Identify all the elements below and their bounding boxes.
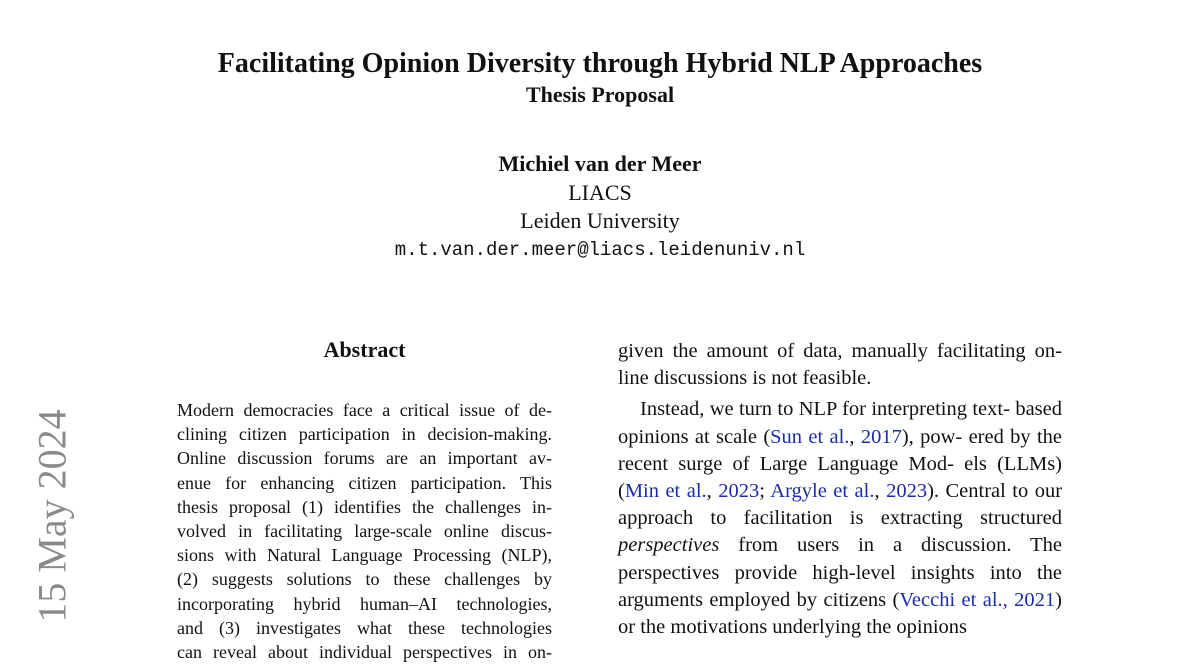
citation-link-sun[interactable]: Sun et al. bbox=[770, 425, 850, 448]
citation-link-argyle[interactable]: Argyle et al. bbox=[770, 480, 875, 503]
body-text: the arguments employed by citizens ( bbox=[618, 561, 1063, 611]
body-text: , bbox=[849, 425, 861, 448]
abstract-column bbox=[177, 336, 552, 664]
author-name: Michiel van der Meer bbox=[498, 151, 702, 176]
body-line: line discussions is not feasible. bbox=[618, 367, 872, 390]
emphasis-perspectives: perspectives bbox=[618, 534, 720, 557]
abstract-line: incorporating hybrid human–AI technologies, bbox=[177, 593, 552, 614]
body-text: els (LLMs) ( bbox=[618, 452, 1063, 503]
body-text: , bbox=[874, 480, 887, 503]
citation-link-argyle-year[interactable]: 2023 bbox=[886, 480, 928, 503]
citation-link-min-year[interactable]: 2023 bbox=[718, 480, 760, 503]
abstract-line: Modern democracies face a critical issue of de- bbox=[177, 400, 552, 420]
body-paragraph bbox=[618, 338, 1062, 392]
affiliation-university: Leiden University bbox=[520, 208, 680, 233]
body-column bbox=[618, 338, 1062, 641]
body-text: , bbox=[706, 480, 719, 503]
body-text: from users in a discussion. bbox=[719, 534, 1012, 557]
body-paragraph bbox=[618, 396, 1062, 641]
body-text: based opinions at scale ( bbox=[618, 398, 1063, 448]
arxiv-date-stamp: 15 May 2024 bbox=[29, 409, 75, 623]
body-text: ) or the motivations underlying the opinions bbox=[618, 588, 1062, 639]
body-text: Instead, we turn to NLP for interpreting text- bbox=[640, 398, 1010, 421]
abstract-heading: Abstract bbox=[323, 337, 406, 362]
abstract-line: sions with Natural Language Processing (NLP), bbox=[177, 545, 552, 566]
abstract-line: clining citizen participation in decision-making. bbox=[177, 424, 552, 445]
citation-link-min[interactable]: Min et al. bbox=[624, 480, 707, 503]
abstract-line: and (3) investigates what these technologies bbox=[177, 617, 552, 638]
author-block bbox=[0, 150, 1200, 264]
citation-link-vecchi-year[interactable]: 2021 bbox=[1014, 588, 1056, 611]
paper-subtitle: Thesis Proposal bbox=[525, 82, 675, 107]
body-text: ered by the recent surge of Large Language Mod- bbox=[618, 425, 1063, 475]
body-text: The perspectives provide high-level insights into bbox=[618, 534, 1062, 584]
body-line: given the amount of data, manually facilitating on- bbox=[618, 340, 1062, 362]
body-text: structured bbox=[980, 507, 1063, 530]
citation-link-sun-year[interactable]: 2017 bbox=[860, 425, 902, 448]
body-text: ; bbox=[759, 480, 771, 503]
paper-title: Facilitating Opinion Diversity through Hybrid NLP Approaches bbox=[217, 48, 983, 79]
body-text: ), pow- bbox=[901, 425, 963, 448]
affiliation-dept: LIACS bbox=[568, 179, 632, 205]
body-text: ). bbox=[927, 480, 940, 503]
author-email[interactable]: m.t.van.der.meer@liacs.leidenuniv.nl bbox=[394, 238, 806, 261]
abstract-line: (2) suggests solutions to these challenges by bbox=[177, 569, 552, 590]
body-text: Central to our approach to facilitation is extracting bbox=[618, 480, 1063, 530]
citation-link-vecchi[interactable]: Vecchi et al., bbox=[899, 588, 1008, 611]
abstract-line: enue for enhancing citizen participation. This bbox=[177, 472, 552, 493]
abstract-line: volved in facilitating large-scale online discus- bbox=[177, 521, 552, 542]
abstract-line: thesis proposal (1) identifies the challenges in- bbox=[177, 496, 552, 517]
abstract-line: Online discussion forums are an important av- bbox=[177, 448, 552, 469]
abstract-body bbox=[177, 398, 552, 664]
abstract-line: can reveal about individual perspectives in on- bbox=[177, 642, 552, 663]
